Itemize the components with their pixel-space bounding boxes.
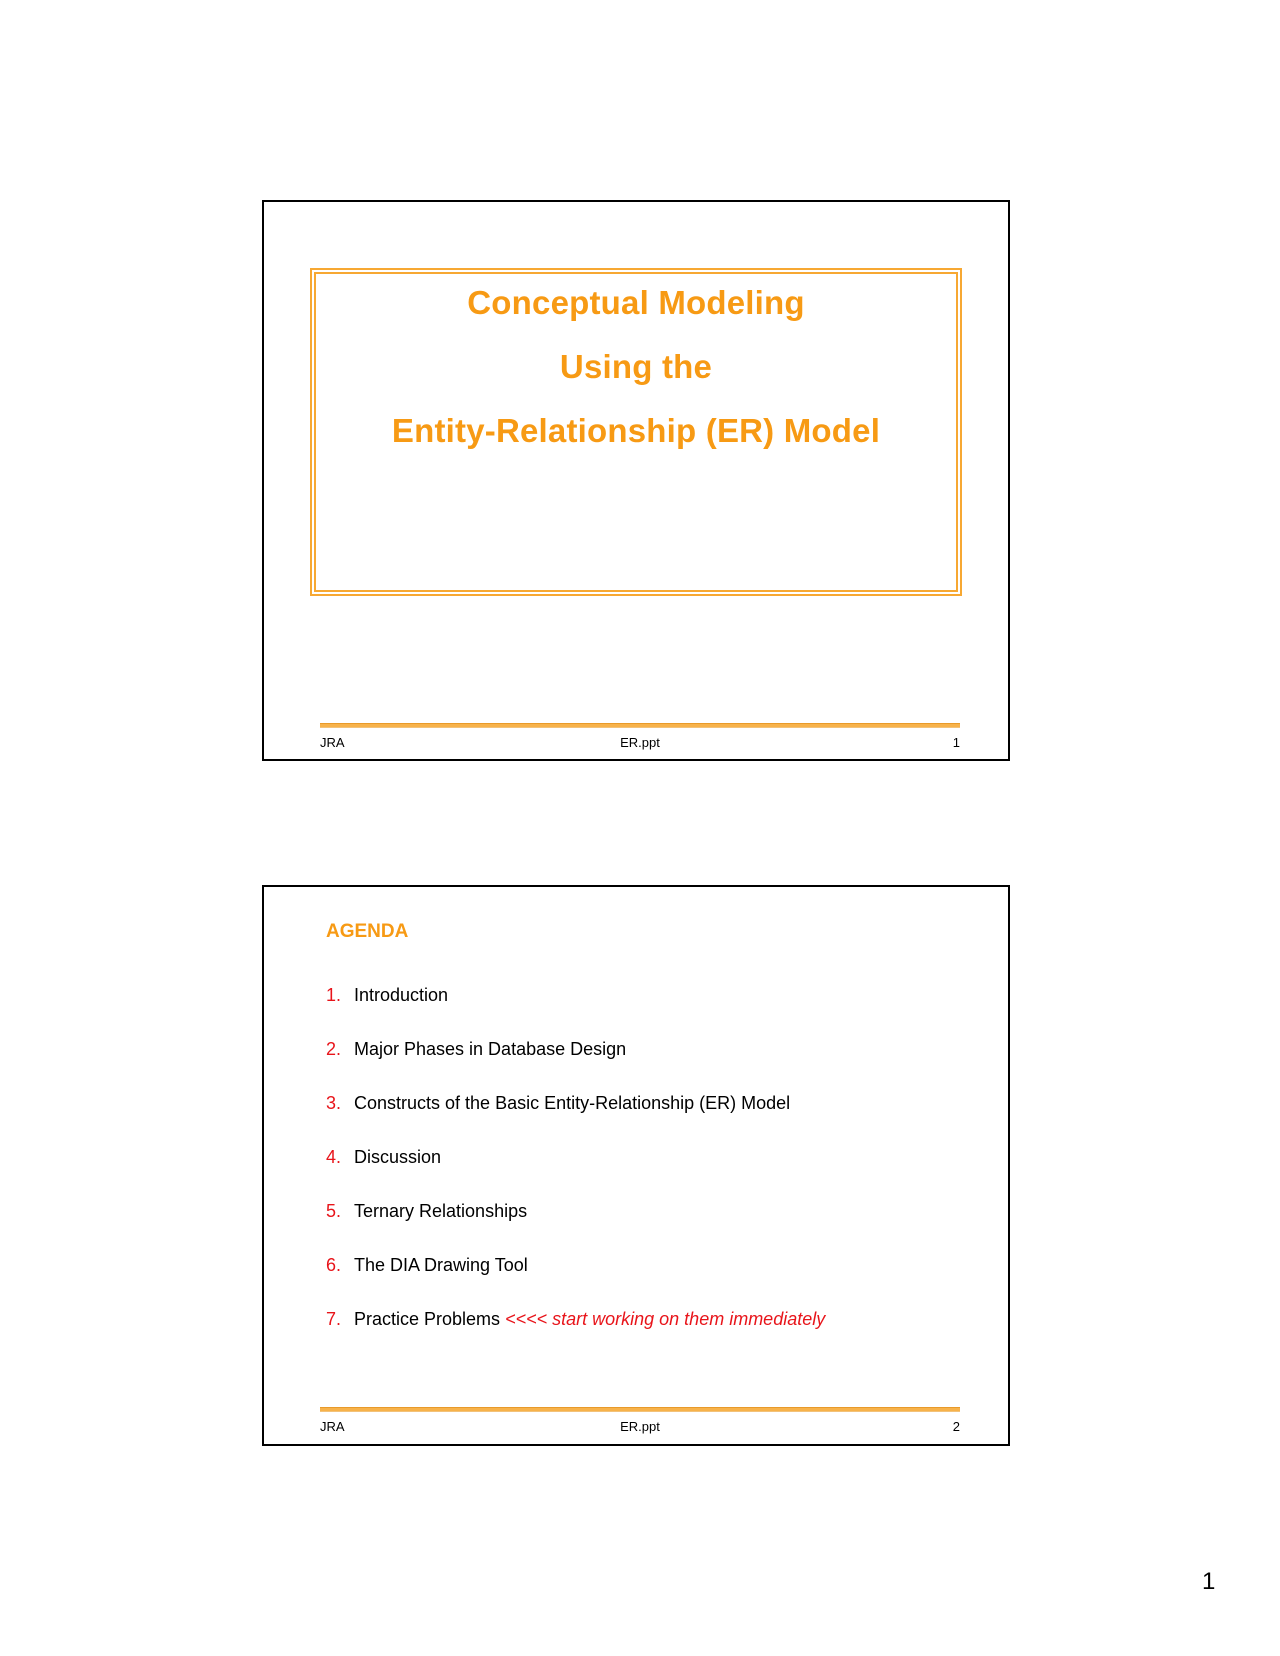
footer-slide-number: 2 xyxy=(952,1419,960,1434)
agenda-list xyxy=(326,985,825,1363)
footer-divider xyxy=(320,1407,960,1412)
footer-divider xyxy=(320,723,960,728)
agenda-item-text: Ternary Relationships xyxy=(354,1201,528,1221)
agenda-item-number: 2. xyxy=(326,1039,342,1059)
agenda-item-number: 3. xyxy=(326,1093,342,1113)
agenda-item xyxy=(326,1201,825,1255)
page-number: 1 xyxy=(1202,1568,1216,1595)
footer-author: JRA xyxy=(320,1419,345,1434)
agenda-heading: AGENDA xyxy=(326,921,409,942)
agenda-item-note: <<<< start working on them immediately xyxy=(505,1309,826,1329)
agenda-item-text: Discussion xyxy=(354,1147,442,1167)
title-line-3: Entity-Relationship (ER) Model xyxy=(391,412,881,449)
agenda-item-number: 4. xyxy=(326,1147,342,1167)
title-frame xyxy=(314,272,958,592)
footer-slide-number: 1 xyxy=(952,735,960,750)
agenda-item-text: The DIA Drawing Tool xyxy=(354,1255,528,1275)
slide-1 xyxy=(262,200,1010,761)
agenda-item-text: Constructs of the Basic Entity-Relationship (ER) Model xyxy=(354,1093,791,1113)
title-line-2: Using the xyxy=(559,348,713,385)
agenda-item-text: Introduction xyxy=(354,985,449,1005)
agenda-item-number: 1. xyxy=(326,985,342,1005)
slide-2 xyxy=(262,885,1010,1446)
agenda-item-number: 5. xyxy=(326,1201,342,1221)
footer-author: JRA xyxy=(320,735,345,750)
agenda-item xyxy=(326,1309,825,1363)
agenda-item xyxy=(326,1039,825,1093)
agenda-item-text: Major Phases in Database Design xyxy=(354,1039,627,1059)
agenda-item-number: 7. xyxy=(326,1309,342,1329)
agenda-item xyxy=(326,1093,825,1147)
agenda-item-text: Practice Problems xyxy=(354,1309,501,1329)
agenda-item xyxy=(326,985,825,1039)
agenda-item xyxy=(326,1255,825,1309)
footer-filename: ER.ppt xyxy=(620,735,660,750)
footer-filename: ER.ppt xyxy=(620,1419,660,1434)
agenda-item-number: 6. xyxy=(326,1255,342,1275)
agenda-item xyxy=(326,1147,825,1201)
title-line-1: Conceptual Modeling xyxy=(467,284,805,321)
